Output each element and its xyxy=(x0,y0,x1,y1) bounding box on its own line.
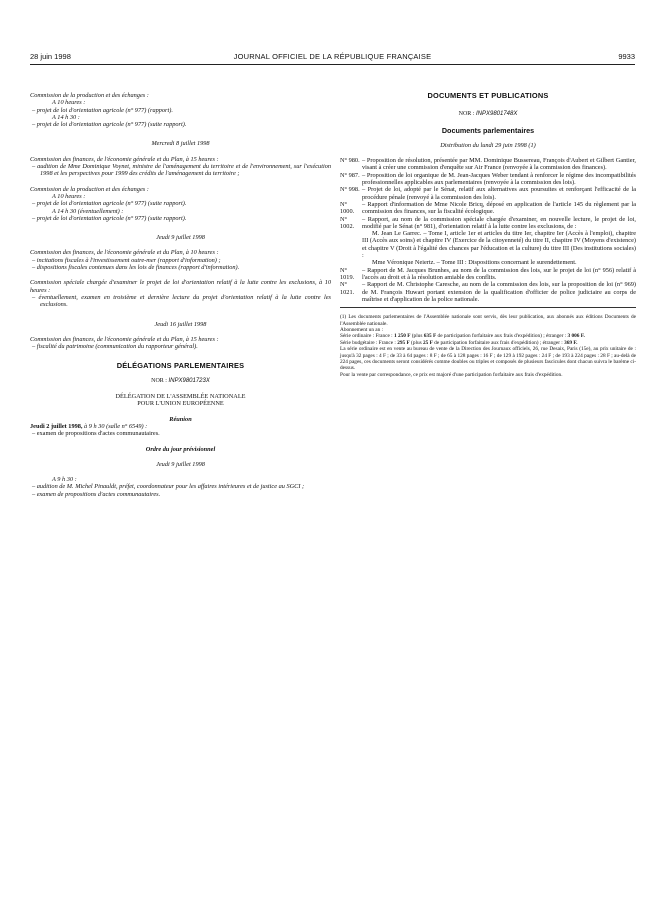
document-description: – Projet de loi, adopté par le Sénat, relatif aux alternatives aux poursuites et renforçant l'efficacité de la procédure pénale (renvoyé à la commission des lois). xyxy=(362,186,636,201)
day-heading: Jeudi 9 juillet 1998 xyxy=(156,460,205,468)
price-text: (plus xyxy=(410,333,424,340)
price-text: de participation forfaitaire aux frais d'expédition) ; étranger : xyxy=(436,333,568,340)
meeting-date-bold: Jeudi 2 juillet 1998, xyxy=(30,422,83,430)
nor-reference xyxy=(30,378,331,385)
session-time: A 10 heures : xyxy=(52,99,86,107)
price-value: 369 F. xyxy=(564,339,578,346)
nor-code: INPX9801723X xyxy=(168,377,210,384)
price-text: (plus xyxy=(409,339,423,346)
day-heading: Jeudi 9 juillet 1998 xyxy=(156,234,205,242)
commission-heading: Commission spéciale chargée d'examiner le projet de loi d'orientation relatif à la lutte contre les exclusions, à 10 heures : xyxy=(30,279,331,294)
document-subentry: Mme Véronique Neiertz. – Tome III : Dispositions concernant le surendettement. xyxy=(372,259,577,267)
agenda-item: – projet de loi d'orientation agricole (n° 977) (suite rapport). xyxy=(32,200,187,208)
right-column xyxy=(340,92,636,378)
commission-heading: Commission des finances, de l'économie générale et du Plan, à 10 heures : xyxy=(30,249,219,257)
nor-label: NOR : xyxy=(151,377,167,384)
price-value: 3 006 F. xyxy=(567,333,585,340)
document-number: N° 1000. xyxy=(340,200,355,216)
header-date: 28 juin 1998 xyxy=(30,52,71,61)
subsection-heading: Ordre du jour prévisionnel xyxy=(145,445,216,453)
price-value: 635 F xyxy=(423,333,437,340)
footnote-paragraph: Pour la vente par correspondance, ce prix est majoré d'une participation forfaitaire aux frais d'expédition. xyxy=(340,371,563,378)
agenda-item: – examen de propositions d'actes communautaires. xyxy=(32,430,160,438)
running-header xyxy=(30,52,635,64)
commission-heading: Commission de la production et des échanges : xyxy=(30,185,149,193)
price-text: Série ordinaire : France : xyxy=(340,333,394,340)
delegation-title: DÉLÉGATION DE L'ASSEMBLÉE NATIONALE xyxy=(115,393,246,401)
left-column xyxy=(30,92,331,498)
footnote xyxy=(340,314,636,378)
agenda-item: – dispositions fiscales contenues dans les lois de finances (rapport d'information). xyxy=(32,264,240,272)
agenda-item: – audition de M. Michel Pinauldt, préfet, coordonnateur pour les affaires intérieures et de justice au SGCI ; xyxy=(32,483,305,491)
agenda-item: – projet de loi d'orientation agricole (n° 977) (suite rapport). xyxy=(32,214,187,222)
agenda-item: – projet de loi d'orientation agricole (n° 977) (rapport). xyxy=(32,106,173,114)
price-value: 295 F xyxy=(397,339,410,346)
document-number: N° 1002. xyxy=(340,215,355,230)
document-subentry: M. Jean Le Garrec. – Tome I, article 1er et articles du titre Ier, chapitre Ier (Accès à l'emploi), chapitre III (Accès aux soins) et chapitre IV (Exercice de la citoyenneté) du titre II, chapitre IV (Moyens d'existence) et chapitre V (Droit à l'égalité des chances par l'éducation et la culture) du titre III (Des institutions sociales) : xyxy=(362,230,636,260)
meeting-date xyxy=(30,423,331,430)
section-heading: DOCUMENTS ET PUBLICATIONS xyxy=(427,91,549,100)
session-time: A 14 h 30 : xyxy=(52,113,80,121)
session-time: A 10 heures : xyxy=(52,192,86,200)
subsection-heading: Documents parlementaires xyxy=(441,125,535,135)
agenda-item: – audition de Mme Dominique Voynet, ministre de l'aménagement du territoire et de l'environnement, sur l'exécution 1998 et les perspectives pour 1999 des crédits de l'aménagement du territoire ; xyxy=(32,163,331,178)
document-number: N° 998. xyxy=(340,186,360,194)
footnote-paragraph: Abonnement un an : xyxy=(340,326,384,333)
price-text: Série budgétaire : France : xyxy=(340,339,398,346)
agenda-item: – examen de propositions d'actes communautaires. xyxy=(32,490,161,498)
delegation-title: POUR L'UNION EUROPÉENNE xyxy=(137,400,224,408)
price-value: 25 F xyxy=(422,339,433,346)
document-entry xyxy=(340,216,636,231)
document-number: N° 987. xyxy=(340,171,360,179)
day-heading: Mercredi 8 juillet 1998 xyxy=(151,140,210,148)
document-number: N° 1019. xyxy=(340,266,355,281)
document-description: – Rapport de M. Christophe Caresche, au nom de la commission des lois, sur la proposition de loi (n° 969) de M. François Huwart portant extension de la qualification d'officier de police judiciaire au corps de maîtrise et d'application de la police nationale. xyxy=(362,281,636,303)
distribution-date: Distribution du lundi 29 juin 1998 (1) xyxy=(440,141,536,149)
document-entry xyxy=(340,186,636,201)
session-time: A 14 h 30 (éventuellement) : xyxy=(52,207,124,215)
session-time: A 9 h 30 : xyxy=(52,476,77,484)
commission-heading: Commission des finances, de l'économie générale et du Plan, à 15 heures : xyxy=(30,335,219,343)
commission-heading: Commission des finances, de l'économie générale et du Plan, à 15 heures : xyxy=(30,155,219,163)
header-page-number: 9933 xyxy=(618,52,635,61)
nor-label: NOR : xyxy=(458,111,475,118)
header-title: JOURNAL OFFICIEL DE LA RÉPUBLIQUE FRANÇAISE xyxy=(233,52,432,61)
subsection-heading: Réunion xyxy=(169,415,192,423)
document-entry xyxy=(340,157,636,172)
footnote-paragraph: La série ordinaire est en vente au bureau de vente de la Direction des Journaux officiels, 26, rue Desaix, Paris (15e), au prix unitaire de : jusqu'à 32 pages : 4 F ; de 33 à 64 pages : 8 F ; de 65 à 128 pages : 16 F ; de 129 à 192 pages : 24 F ; de 193 à 224 pages : 28 F ; au-delà de 224 pages, ces documents seront considérés comme doubles ou triples et composés de plusieurs fascicules dont chacun suivra le barème ci-dessus. xyxy=(340,346,636,372)
document-number: N° 1021. xyxy=(340,281,355,296)
agenda-item: – fiscalité du patrimoine (communication du rapporteur général). xyxy=(32,343,198,351)
footnote-rule xyxy=(340,307,636,308)
day-heading: Jeudi 16 juillet 1998 xyxy=(154,320,207,328)
nor-code: INPX9801748X xyxy=(475,111,518,118)
agenda-item: – incitations fiscales à l'investissement outre-mer (rapport d'information) ; xyxy=(32,256,221,264)
header-rule xyxy=(30,64,635,65)
section-heading: DÉLÉGATIONS PARLEMENTAIRES xyxy=(116,361,245,371)
document-entry xyxy=(340,172,636,187)
nor-reference xyxy=(340,111,636,118)
document-description: – Rapport, au nom de la commission spéciale chargée d'examiner, en nouvelle lecture, le projet de loi, modifié par le Sénat (n° 981), d'orientation relatif à la lutte contre les exclusions, de : xyxy=(362,215,636,230)
document-description: – Rapport de M. Jacques Brunhes, au nom de la commission des lois, sur le projet de loi (n° 956) relatif à l'accès au droit et à la résolution amiable des conflits. xyxy=(362,266,636,281)
agenda-item: – éventuellement, examen en troisième et dernière lecture du projet d'orientation relatif à la lutte contre les exclusions. xyxy=(32,293,331,309)
price-value: 1 250 F xyxy=(393,333,411,340)
document-entry xyxy=(340,201,636,216)
price-text: de participation forfaitaire aux frais d'expédition) ; étranger : xyxy=(432,339,565,346)
document-entry xyxy=(340,267,636,282)
document-number: N° 980. xyxy=(340,157,360,165)
document-description: – Proposition de loi organique de M. Jean-Jacques Weber tendant à renforcer le régime des incompatibilités professionnelles applicables aux parlementaires (renvoyée à la commission des lois). xyxy=(362,171,636,187)
agenda-item: – projet de loi d'orientation agricole (n° 977) (suite rapport). xyxy=(32,121,187,129)
document-entry xyxy=(340,281,636,303)
document-description: – Rapport d'information de Mme Nicole Bricq, déposé en application de l'article 145 du règlement par la commission des finances, sur la fiscalité écologique. xyxy=(362,200,636,216)
document-description: – Proposition de résolution, présentée par MM. Dominique Bussereau, François d'Aubert et Gilbert Gantier, visant à créer une commission d'enquête sur Air France (renvoyée à la commission des finances). xyxy=(362,157,636,172)
meeting-date-detail: à 9 h 30 (salle n° 6549) : xyxy=(82,422,148,430)
commission-heading: Commission de la production et des échanges : xyxy=(30,92,149,99)
footnote-paragraph: (1) Les documents parlementaires de l'Assemblée nationale sont servis, dès leur publication, aux abonnés aux éditions Documents de l'Assemblée nationale. xyxy=(340,314,636,327)
